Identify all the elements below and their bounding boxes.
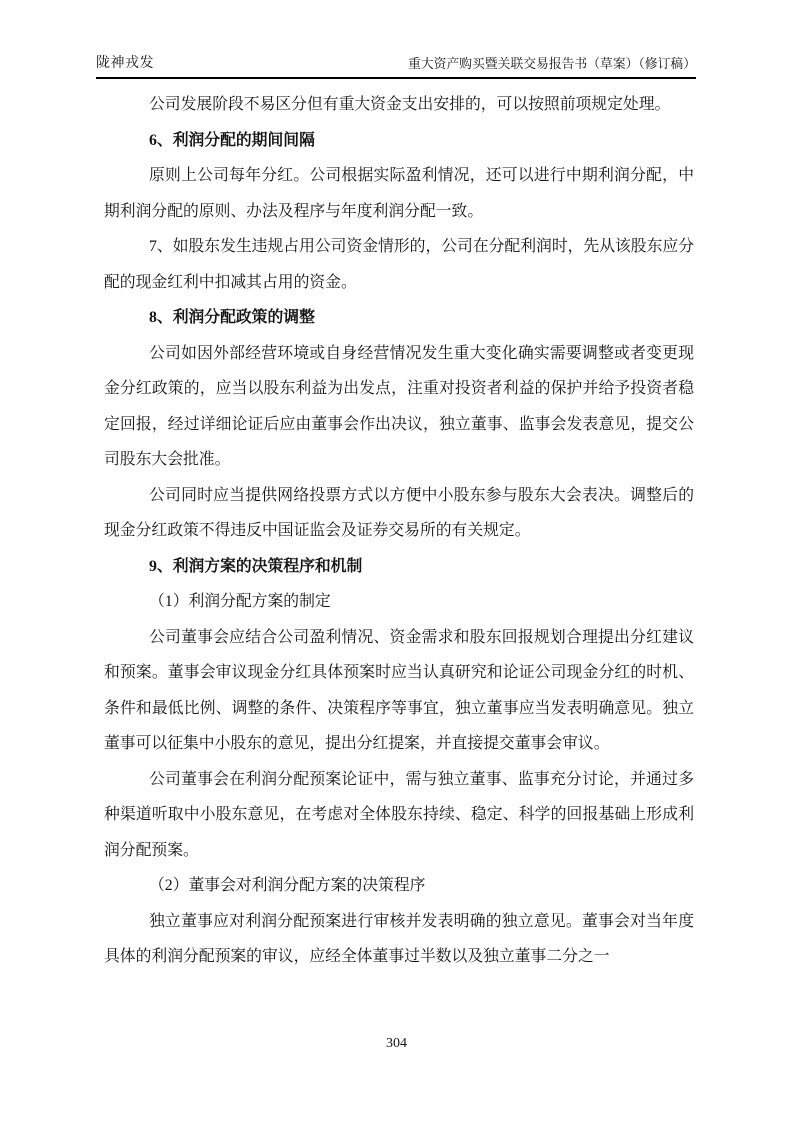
- section-heading: （1）利润分配方案的制定: [149, 593, 331, 610]
- section-heading: 8、利润分配政策的调整: [149, 309, 315, 326]
- paragraph: 公司如因外部经营环境或自身经营情况发生重大变化确实需要调整或者变更现金分红政策的，应当以股东利益为出发点，注重对投资者利益的保护并给予投资者稳定回报，经过详细论证后应由董事会作出决议，独立董事、监事会发表意见，提交公司股东大会批准。: [104, 344, 694, 468]
- header-report-title: 重大资产购买暨关联交易报告书（草案）（修订稿）: [408, 57, 696, 71]
- section-heading: 6、利润分配的期间间隔: [149, 131, 315, 149]
- paragraph: 公司同时应当提供网络投票方式以方便中小股东参与股东大会表决。调整后的现金分红政策不得违反中国证监会及证券交易所的有关规定。: [104, 486, 694, 539]
- page-footer: [0, 1036, 793, 1052]
- section-heading: （2）董事会对利润分配方案的决策程序: [149, 877, 426, 894]
- paragraph: 公司发展阶段不易区分但有重大资金支出安排的，可以按照前项规定处理。: [149, 96, 671, 113]
- paragraph: 原则上公司每年分红。公司根据实际盈利情况，还可以进行中期利润分配，中期利润分配的原则、办法及程序与年度利润分配一致。: [104, 167, 694, 220]
- document-body: [104, 87, 694, 975]
- paragraph: 独立董事应对利润分配预案进行审核并发表明确的独立意见。董事会对当年度具体的利润分配预案的审议，应经全体董事过半数以及独立董事二分之一: [104, 912, 694, 965]
- paragraph: 7、如股东发生违规占用公司资金情形的，公司在分配利润时，先从该股东应分配的现金红利中扣减其占用的资金。: [104, 238, 694, 291]
- paragraph: 公司董事会应结合公司盈利情况、资金需求和股东回报规划合理提出分红建议和预案。董事会审议现金分红具体预案时应当认真研究和论证公司现金分红的时机、条件和最低比例、调整的条件、决策程序等事宜，独立董事应当发表明确意见。独立董事可以征集中小股东的意见，提出分红提案，并直接提交董事会审议。: [104, 628, 694, 752]
- page-header: [96, 52, 696, 79]
- paragraph: 公司董事会在利润分配预案论证中，需与独立董事、监事充分讨论，并通过多种渠道听取中小股东意见，在考虑对全体股东持续、稳定、科学的回报基础上形成利润分配预案。: [104, 770, 694, 859]
- page-number: 304: [386, 1036, 407, 1051]
- header-company-name: 陇神戎发: [96, 56, 154, 71]
- section-heading: 9、利润方案的决策程序和机制: [149, 557, 363, 575]
